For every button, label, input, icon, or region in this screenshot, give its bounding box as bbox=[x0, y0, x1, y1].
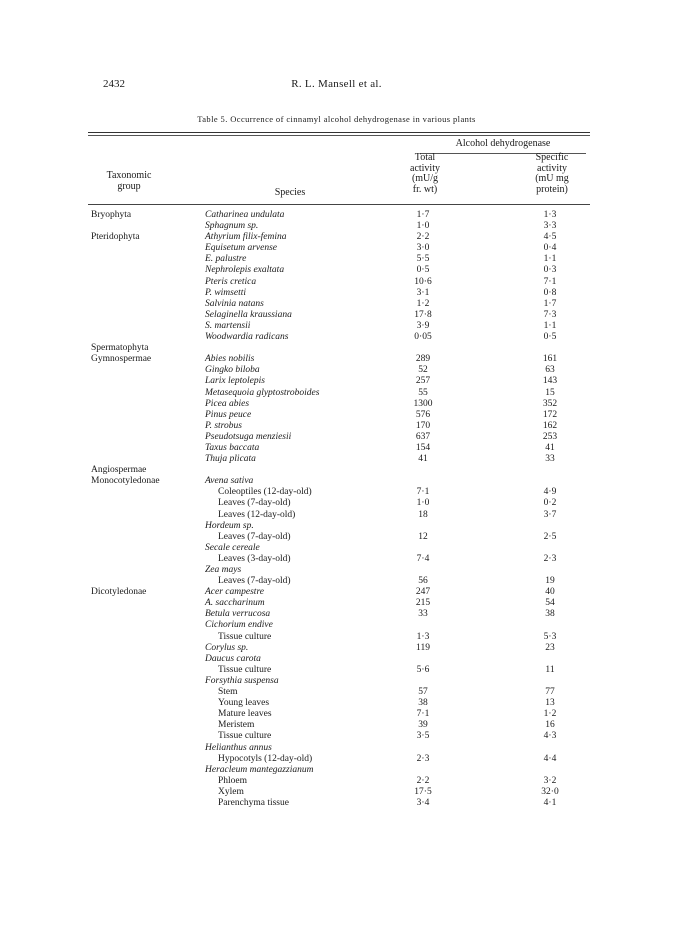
table-row bbox=[0, 587, 673, 598]
total-activity-cell: 17·8 bbox=[414, 309, 432, 320]
table-row bbox=[0, 510, 673, 521]
specific-activity-cell: 32·0 bbox=[541, 786, 559, 797]
species-cell: Athyrium filix-femina bbox=[205, 232, 287, 243]
species-cell: Leaves (7-day-old) bbox=[218, 531, 291, 542]
total-activity-cell: 52 bbox=[418, 365, 428, 376]
table-row bbox=[0, 576, 673, 587]
table-row bbox=[0, 332, 673, 343]
total-activity-cell: 10·6 bbox=[414, 276, 432, 287]
taxonomic-group-cell: Gymnospermae bbox=[91, 354, 152, 365]
specific-activity-cell: 0·3 bbox=[543, 265, 557, 276]
taxonomic-group-cell: Pteridophyta bbox=[91, 232, 140, 243]
table-row bbox=[0, 221, 673, 232]
specific-activity-cell: 41 bbox=[545, 442, 555, 453]
species-cell: Cichorium endive bbox=[205, 620, 273, 631]
species-cell: Leaves (7-day-old) bbox=[218, 576, 291, 587]
specific-activity-cell: 7·3 bbox=[543, 309, 557, 320]
taxonomic-group-cell: Spermatophyta bbox=[91, 343, 149, 354]
table-row bbox=[0, 665, 673, 676]
species-cell: Tissue culture bbox=[218, 731, 272, 742]
species-cell: Larix leptolepis bbox=[205, 376, 265, 387]
table-row bbox=[0, 354, 673, 365]
table-row bbox=[0, 432, 673, 443]
specific-activity-cell: 38 bbox=[545, 609, 555, 620]
species-cell: Abies nobilis bbox=[205, 354, 255, 365]
species-cell: Forsythia suspensa bbox=[205, 675, 279, 686]
table-row bbox=[0, 620, 673, 631]
header-bottom-rule bbox=[88, 204, 590, 205]
table-row bbox=[0, 299, 673, 310]
species-cell: Equisetum arvense bbox=[205, 243, 278, 254]
total-activity-cell: 170 bbox=[415, 420, 431, 431]
specific-activity-cell: 352 bbox=[542, 398, 558, 409]
specific-activity-cell: 33 bbox=[545, 454, 555, 465]
total-activity-cell: 5·6 bbox=[416, 664, 430, 675]
table-caption: Table 5. Occurrence of cinnamyl alcohol dehydrogenase in various plants bbox=[197, 114, 476, 124]
total-activity-cell: 3·0 bbox=[416, 243, 430, 254]
taxonomic-group-cell: Monocotyledonae bbox=[91, 476, 160, 487]
header-line: fr. wt) bbox=[412, 183, 438, 195]
species-cell: Tissue culture bbox=[218, 664, 272, 675]
header-line: Taxonomic bbox=[106, 170, 152, 181]
table-row bbox=[0, 643, 673, 654]
specific-activity-cell: 1·1 bbox=[543, 320, 557, 331]
total-activity-cell: 18 bbox=[418, 509, 428, 520]
species-cell: Xylem bbox=[218, 786, 244, 797]
header-line: Specific bbox=[535, 152, 569, 163]
taxonomic-group-header bbox=[80, 171, 178, 192]
table-row bbox=[0, 709, 673, 720]
table-row bbox=[0, 765, 673, 776]
total-activity-cell: 38 bbox=[418, 698, 428, 709]
total-activity-cell: 119 bbox=[416, 642, 430, 653]
species-cell: S. martensii bbox=[205, 320, 251, 331]
specific-activity-cell: 161 bbox=[542, 354, 558, 365]
table-row bbox=[0, 798, 673, 809]
table-row bbox=[0, 410, 673, 421]
species-cell: Selaginella kraussiana bbox=[205, 309, 292, 320]
table-row bbox=[0, 376, 673, 387]
specific-activity-cell: 0·2 bbox=[543, 498, 557, 509]
table-row bbox=[0, 399, 673, 410]
total-activity-cell: 1300 bbox=[413, 398, 433, 409]
total-activity-cell: 1·2 bbox=[416, 298, 430, 309]
species-cell: Nephrolepis exaltata bbox=[205, 265, 285, 276]
header-line: activity bbox=[410, 162, 440, 174]
species-cell: Gingko biloba bbox=[205, 365, 260, 376]
total-activity-cell: 257 bbox=[415, 376, 431, 387]
header-line: Total bbox=[414, 152, 436, 163]
table-row bbox=[0, 731, 673, 742]
table-row bbox=[0, 787, 673, 798]
specific-activity-cell: 4·4 bbox=[543, 753, 557, 764]
table-row bbox=[0, 243, 673, 254]
table-row bbox=[0, 421, 673, 432]
species-cell: Salvinia natans bbox=[205, 298, 264, 309]
species-cell: Meristem bbox=[218, 720, 255, 731]
table-row bbox=[0, 598, 673, 609]
header-line: group bbox=[117, 180, 141, 192]
species-cell: E. palustre bbox=[205, 254, 247, 265]
table-row bbox=[0, 521, 673, 532]
specific-activity-cell: 162 bbox=[542, 420, 558, 431]
species-cell: Catharinea undulata bbox=[205, 210, 285, 220]
table-row bbox=[0, 476, 673, 487]
table-row bbox=[0, 720, 673, 731]
running-head: R. L. Mansell et al. bbox=[291, 78, 382, 90]
total-activity-cell: 1·7 bbox=[416, 210, 430, 220]
table-row bbox=[0, 687, 673, 698]
species-cell: Pteris cretica bbox=[205, 276, 257, 287]
specific-activity-cell: 77 bbox=[545, 687, 555, 698]
table-row bbox=[0, 532, 673, 543]
table-row bbox=[0, 698, 673, 709]
total-activity-cell: 215 bbox=[415, 598, 431, 609]
specific-activity-cell: 1·7 bbox=[543, 298, 557, 309]
total-activity-cell: 33 bbox=[418, 609, 428, 620]
specific-activity-cell: 7·1 bbox=[543, 276, 557, 287]
specific-activity-cell: 0·8 bbox=[543, 287, 557, 298]
species-cell: Sphagnum sp. bbox=[205, 221, 259, 232]
specific-activity-cell: 2·5 bbox=[543, 531, 557, 542]
species-cell: Avena sativa bbox=[205, 476, 254, 487]
total-activity-cell: 289 bbox=[415, 354, 431, 365]
total-activity-cell: 2·3 bbox=[416, 753, 430, 764]
specific-activity-cell: 13 bbox=[545, 698, 555, 709]
specific-activity-cell: 3·2 bbox=[543, 775, 557, 786]
total-activity-cell: 7·4 bbox=[416, 553, 430, 564]
species-cell: Leaves (7-day-old) bbox=[218, 498, 291, 509]
species-cell: Tissue culture bbox=[218, 631, 272, 642]
total-activity-header bbox=[390, 153, 460, 195]
taxonomic-group-cell: Dicotyledonae bbox=[91, 587, 147, 598]
table-row bbox=[0, 288, 673, 299]
species-cell: Coleoptiles (12-day-old) bbox=[218, 487, 312, 498]
total-activity-cell: 2·2 bbox=[416, 775, 430, 786]
total-activity-cell: 55 bbox=[418, 387, 428, 398]
species-cell: A. saccharinum bbox=[205, 598, 265, 609]
table-top-rule-thin bbox=[88, 135, 590, 136]
total-activity-cell: 0·05 bbox=[414, 332, 432, 343]
species-cell: P. strobus bbox=[205, 420, 242, 431]
total-activity-cell: 2·2 bbox=[416, 232, 430, 243]
specific-activity-cell: 19 bbox=[545, 576, 555, 587]
table-row bbox=[0, 232, 673, 243]
specific-activity-cell: 0·4 bbox=[543, 243, 557, 254]
total-activity-cell: 1·0 bbox=[416, 498, 430, 509]
table-top-rule bbox=[88, 132, 590, 133]
total-activity-cell: 0·5 bbox=[416, 265, 430, 276]
total-activity-cell: 56 bbox=[418, 576, 428, 587]
table-row bbox=[0, 554, 673, 565]
species-cell: Pseudotsuga menziesii bbox=[205, 431, 292, 442]
species-cell: P. wimsetti bbox=[205, 287, 246, 298]
species-cell: Metasequoia glyptostroboides bbox=[205, 387, 320, 398]
specific-activity-cell: 5·3 bbox=[543, 631, 557, 642]
table-row bbox=[0, 632, 673, 643]
specific-activity-cell: 4·1 bbox=[543, 797, 557, 808]
species-cell: Secale cereale bbox=[205, 542, 260, 553]
table-row bbox=[0, 498, 673, 509]
total-activity-cell: 7·1 bbox=[416, 487, 430, 498]
table-row bbox=[0, 365, 673, 376]
header-line: (mU/g bbox=[411, 173, 439, 184]
species-header: Species bbox=[274, 187, 306, 198]
total-activity-cell: 3·5 bbox=[416, 731, 430, 742]
specific-activity-cell: 16 bbox=[545, 720, 555, 731]
total-activity-cell: 3·9 bbox=[416, 320, 430, 331]
table-row bbox=[0, 654, 673, 665]
species-cell: Zea mays bbox=[205, 565, 242, 575]
table-row bbox=[0, 277, 673, 288]
species-cell: Hordeum sp. bbox=[205, 520, 254, 531]
species-cell: Pinus peuce bbox=[205, 409, 252, 420]
table-row bbox=[0, 321, 673, 332]
total-activity-cell: 39 bbox=[418, 720, 428, 731]
specific-activity-cell: 253 bbox=[542, 431, 558, 442]
table-row bbox=[0, 676, 673, 687]
species-cell: Parenchyma tissue bbox=[218, 797, 289, 808]
table-row bbox=[0, 443, 673, 454]
specific-activity-cell: 3·7 bbox=[543, 509, 557, 520]
total-activity-cell: 3·4 bbox=[416, 797, 430, 808]
specific-activity-cell: 15 bbox=[545, 387, 555, 398]
table-row bbox=[0, 454, 673, 465]
total-activity-cell: 247 bbox=[415, 587, 431, 598]
species-cell: Betula verrucosa bbox=[205, 609, 271, 620]
specific-activity-cell: 143 bbox=[542, 376, 558, 387]
table-row bbox=[0, 388, 673, 399]
table-row bbox=[0, 487, 673, 498]
species-cell: Mature leaves bbox=[218, 709, 272, 720]
species-cell: Leaves (3-day-old) bbox=[218, 553, 291, 564]
specific-activity-cell: 172 bbox=[542, 409, 558, 420]
species-cell: Heracleum mantegazzianum bbox=[205, 764, 314, 775]
specific-activity-cell: 4·9 bbox=[543, 487, 557, 498]
total-activity-cell: 1·3 bbox=[416, 631, 430, 642]
specific-activity-cell: 0·5 bbox=[543, 332, 557, 343]
specific-activity-cell: 1·1 bbox=[543, 254, 557, 265]
total-activity-cell: 17·5 bbox=[414, 786, 432, 797]
table-row bbox=[0, 310, 673, 321]
specific-activity-cell: 11 bbox=[545, 664, 555, 675]
species-cell: Acer campestre bbox=[205, 587, 264, 598]
total-activity-cell: 5·5 bbox=[416, 254, 430, 265]
table-row bbox=[0, 210, 673, 221]
total-activity-cell: 576 bbox=[415, 409, 431, 420]
specific-activity-cell: 63 bbox=[545, 365, 555, 376]
header-line: protein) bbox=[536, 183, 568, 195]
table-row bbox=[0, 465, 673, 476]
specific-activity-cell: 2·3 bbox=[543, 553, 557, 564]
total-activity-cell: 154 bbox=[415, 442, 431, 453]
total-activity-cell: 12 bbox=[418, 531, 428, 542]
species-cell: Picea abies bbox=[205, 398, 250, 409]
species-cell: Daucus carota bbox=[205, 653, 261, 664]
specific-activity-cell: 3·3 bbox=[543, 221, 557, 232]
species-cell: Woodwardia radicans bbox=[205, 332, 289, 343]
table-row bbox=[0, 543, 673, 554]
table-row bbox=[0, 565, 673, 576]
species-cell: Young leaves bbox=[218, 698, 270, 709]
table-body bbox=[0, 210, 673, 809]
species-cell: Corylus sp. bbox=[205, 642, 249, 653]
specific-activity-cell: 23 bbox=[545, 642, 555, 653]
table-row bbox=[0, 743, 673, 754]
total-activity-cell: 57 bbox=[418, 687, 428, 698]
table-row bbox=[0, 265, 673, 276]
header-line: activity bbox=[537, 162, 567, 174]
species-cell: Hypocotyls (12-day-old) bbox=[218, 753, 313, 764]
specific-activity-cell: 4·3 bbox=[543, 731, 557, 742]
total-activity-cell: 41 bbox=[418, 454, 428, 465]
total-activity-cell: 7·1 bbox=[416, 709, 430, 720]
species-cell: Thuja plicata bbox=[205, 454, 256, 465]
species-cell: Taxus baccata bbox=[205, 442, 260, 453]
specific-activity-cell: 4·5 bbox=[543, 232, 557, 243]
table-row bbox=[0, 609, 673, 620]
species-cell: Stem bbox=[218, 687, 238, 698]
page-number: 2432 bbox=[103, 78, 125, 90]
alcohol-dehydrogenase-header: Alcohol dehydrogenase bbox=[455, 138, 551, 149]
specific-activity-cell: 40 bbox=[545, 587, 555, 598]
specific-activity-header bbox=[515, 153, 589, 195]
taxonomic-group-cell: Bryophyta bbox=[91, 210, 132, 220]
table-row bbox=[0, 754, 673, 765]
table-row bbox=[0, 343, 673, 354]
species-cell: Helianthus annus bbox=[205, 742, 272, 753]
total-activity-cell: 1·0 bbox=[416, 221, 430, 232]
total-activity-cell: 3·1 bbox=[416, 287, 430, 298]
table-row bbox=[0, 254, 673, 265]
table-row bbox=[0, 776, 673, 787]
species-cell: Phloem bbox=[218, 775, 248, 786]
specific-activity-cell: 1·3 bbox=[543, 210, 557, 220]
taxonomic-group-cell: Angiospermae bbox=[91, 465, 147, 476]
specific-activity-cell: 54 bbox=[545, 598, 555, 609]
total-activity-cell: 637 bbox=[415, 431, 431, 442]
species-cell: Leaves (12-day-old) bbox=[218, 509, 296, 520]
header-line: (mU mg bbox=[535, 173, 569, 184]
specific-activity-cell: 1·2 bbox=[543, 709, 557, 720]
